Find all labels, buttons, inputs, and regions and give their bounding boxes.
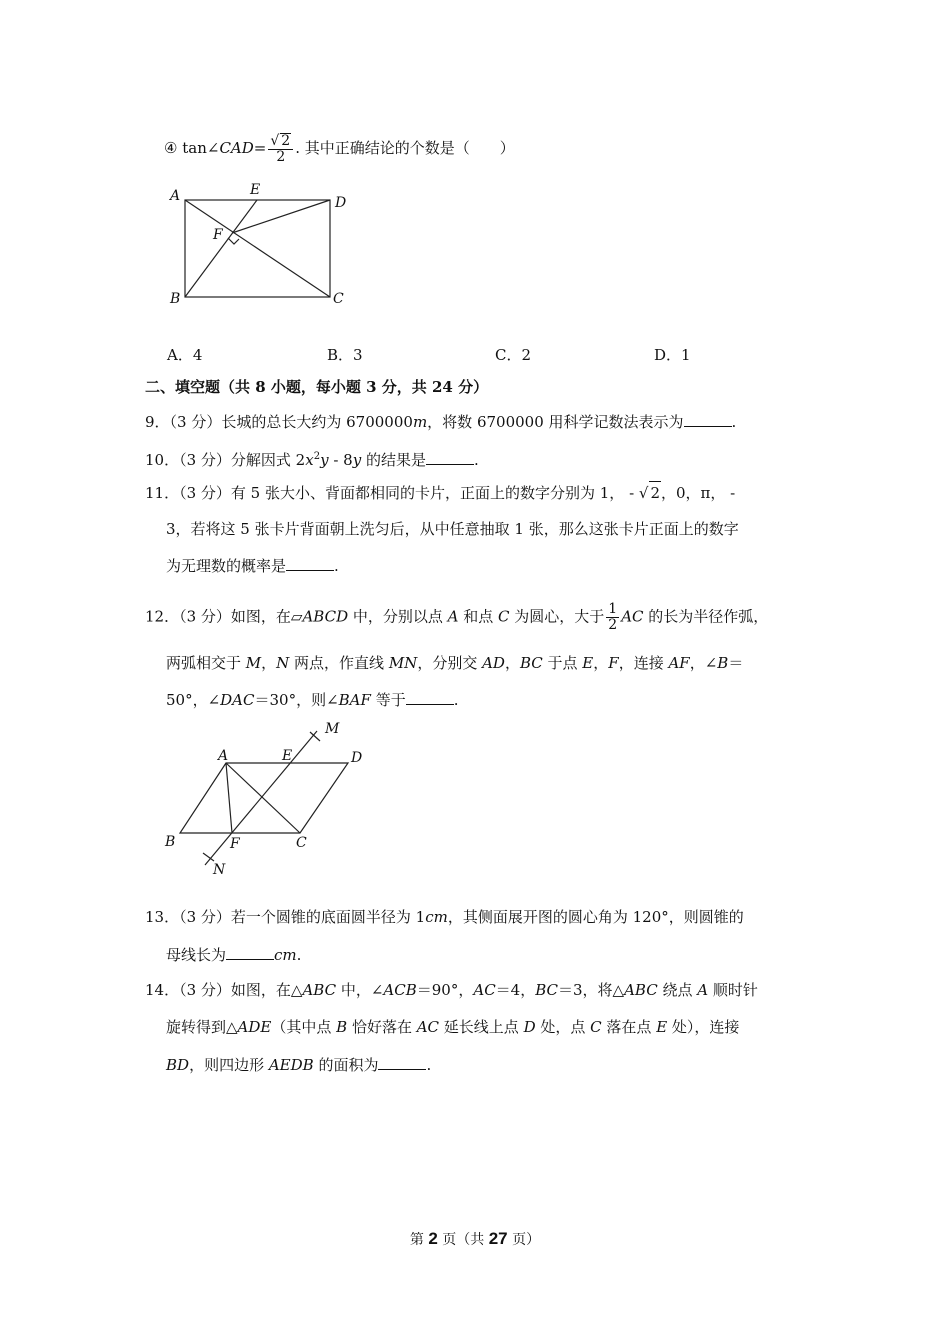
answer-blank [684,412,732,427]
label-a: A [170,188,181,204]
label-e: E [282,748,293,764]
page-total: 27 [488,1229,508,1248]
label-n: N [213,862,226,878]
q12-line3: 50°，∠DAC＝30°，则∠BAF 等于 . [166,691,459,709]
q13-line1: 13．（3 分）若一个圆锥的底面圆半径为 1cm，其侧面展开图的圆心角为 120°，则圆锥的 [145,908,744,926]
answer-blank [226,945,274,960]
section-title: 二、填空题（共 8 小题，每小题 3 分，共 24 分） [145,378,489,396]
label-c: C [333,291,344,307]
label-f: F [213,227,223,243]
fraction-one-half: $\frac{1}{2}$ [608,601,618,633]
segment-af [226,763,232,833]
diagonal-ac [185,200,330,297]
diagonal-ac [226,763,300,833]
q8-option-c: C．2 [495,346,532,364]
q8-rectangle-figure [160,180,360,310]
q12-line1: 12．（3 分）如图，在▱ABCD 中，分别以点 A 和点 C 为圆心，大于 $\frac{1}{2}$ AC 的长为半径作弧， [145,601,769,633]
answer-blank [378,1055,426,1070]
q13-line2: 母线长为 cm. [166,946,302,964]
label-c: C [296,835,307,851]
q8-option-b: B．3 [327,346,363,364]
q12-parallelogram-figure [160,715,380,880]
q11-line3: 为无理数的概率是 . [166,557,339,575]
label-e: E [250,182,261,198]
fraction-sqrt2-over-2: $\frac{√ 2}{2}$ [268,133,293,165]
line-be [185,200,257,297]
label-b: B [170,291,181,307]
label-f: F [230,836,240,852]
q14-line2: 旋转得到△ADE（其中点 B 恰好落在 AC 延长线上点 D 处，点 C 落在点 E 处），连接 [166,1018,740,1036]
answer-blank [426,450,474,465]
page-number: 2 [428,1229,438,1248]
parallelogram-abcd [180,763,348,833]
q9: 9．（3 分）长城的总长大约为 6700000m，将数 6700000 用科学记数法表示为 . [145,413,737,431]
q10: 10．（3 分）分解因式 $2x^2y$ ‑ 8y 的结果是 . [145,451,479,469]
answer-blank [406,690,454,705]
label-d: D [335,195,347,211]
q12-line2: 两弧相交于 M，N 两点，作直线 MN，分别交 AD，BC 于点 E，F，连接 AF，∠B＝ [166,654,744,672]
label-b: B [165,834,176,850]
q14-line3: BD，则四边形 AEDB 的面积为 . [166,1056,432,1074]
label-d: D [351,750,363,766]
q8-item4: ④ tan∠CAD= $\frac{√ 2}{2}$ . 其中正确结论的个数是（ ） [164,133,515,165]
q11-line2: 3，若将这 5 张卡片背面朝上洗匀后，从中任意抽取 1 张，那么这张卡片正面上的数字 [166,520,739,538]
q8-option-d: D．1 [654,346,691,364]
page-footer: 第 2 页（共 27 页） [409,1229,541,1248]
line-fd [232,200,330,233]
q11-line1: 11．（3 分）有 5 张大小、背面都相同的卡片，正面上的数字分别为 1， ‑ √ 2，0，π， ‑ [145,481,735,504]
q8-option-a: A．4 [167,346,203,364]
label-a: A [218,748,229,764]
answer-blank [286,556,334,571]
right-angle-mark [228,238,239,244]
q14-line1: 14．（3 分）如图，在△ABC 中，∠ACB＝90°，AC＝4，BC＝3，将△ABC 绕点 A 顺时针 [145,981,758,999]
label-m: M [325,721,340,737]
